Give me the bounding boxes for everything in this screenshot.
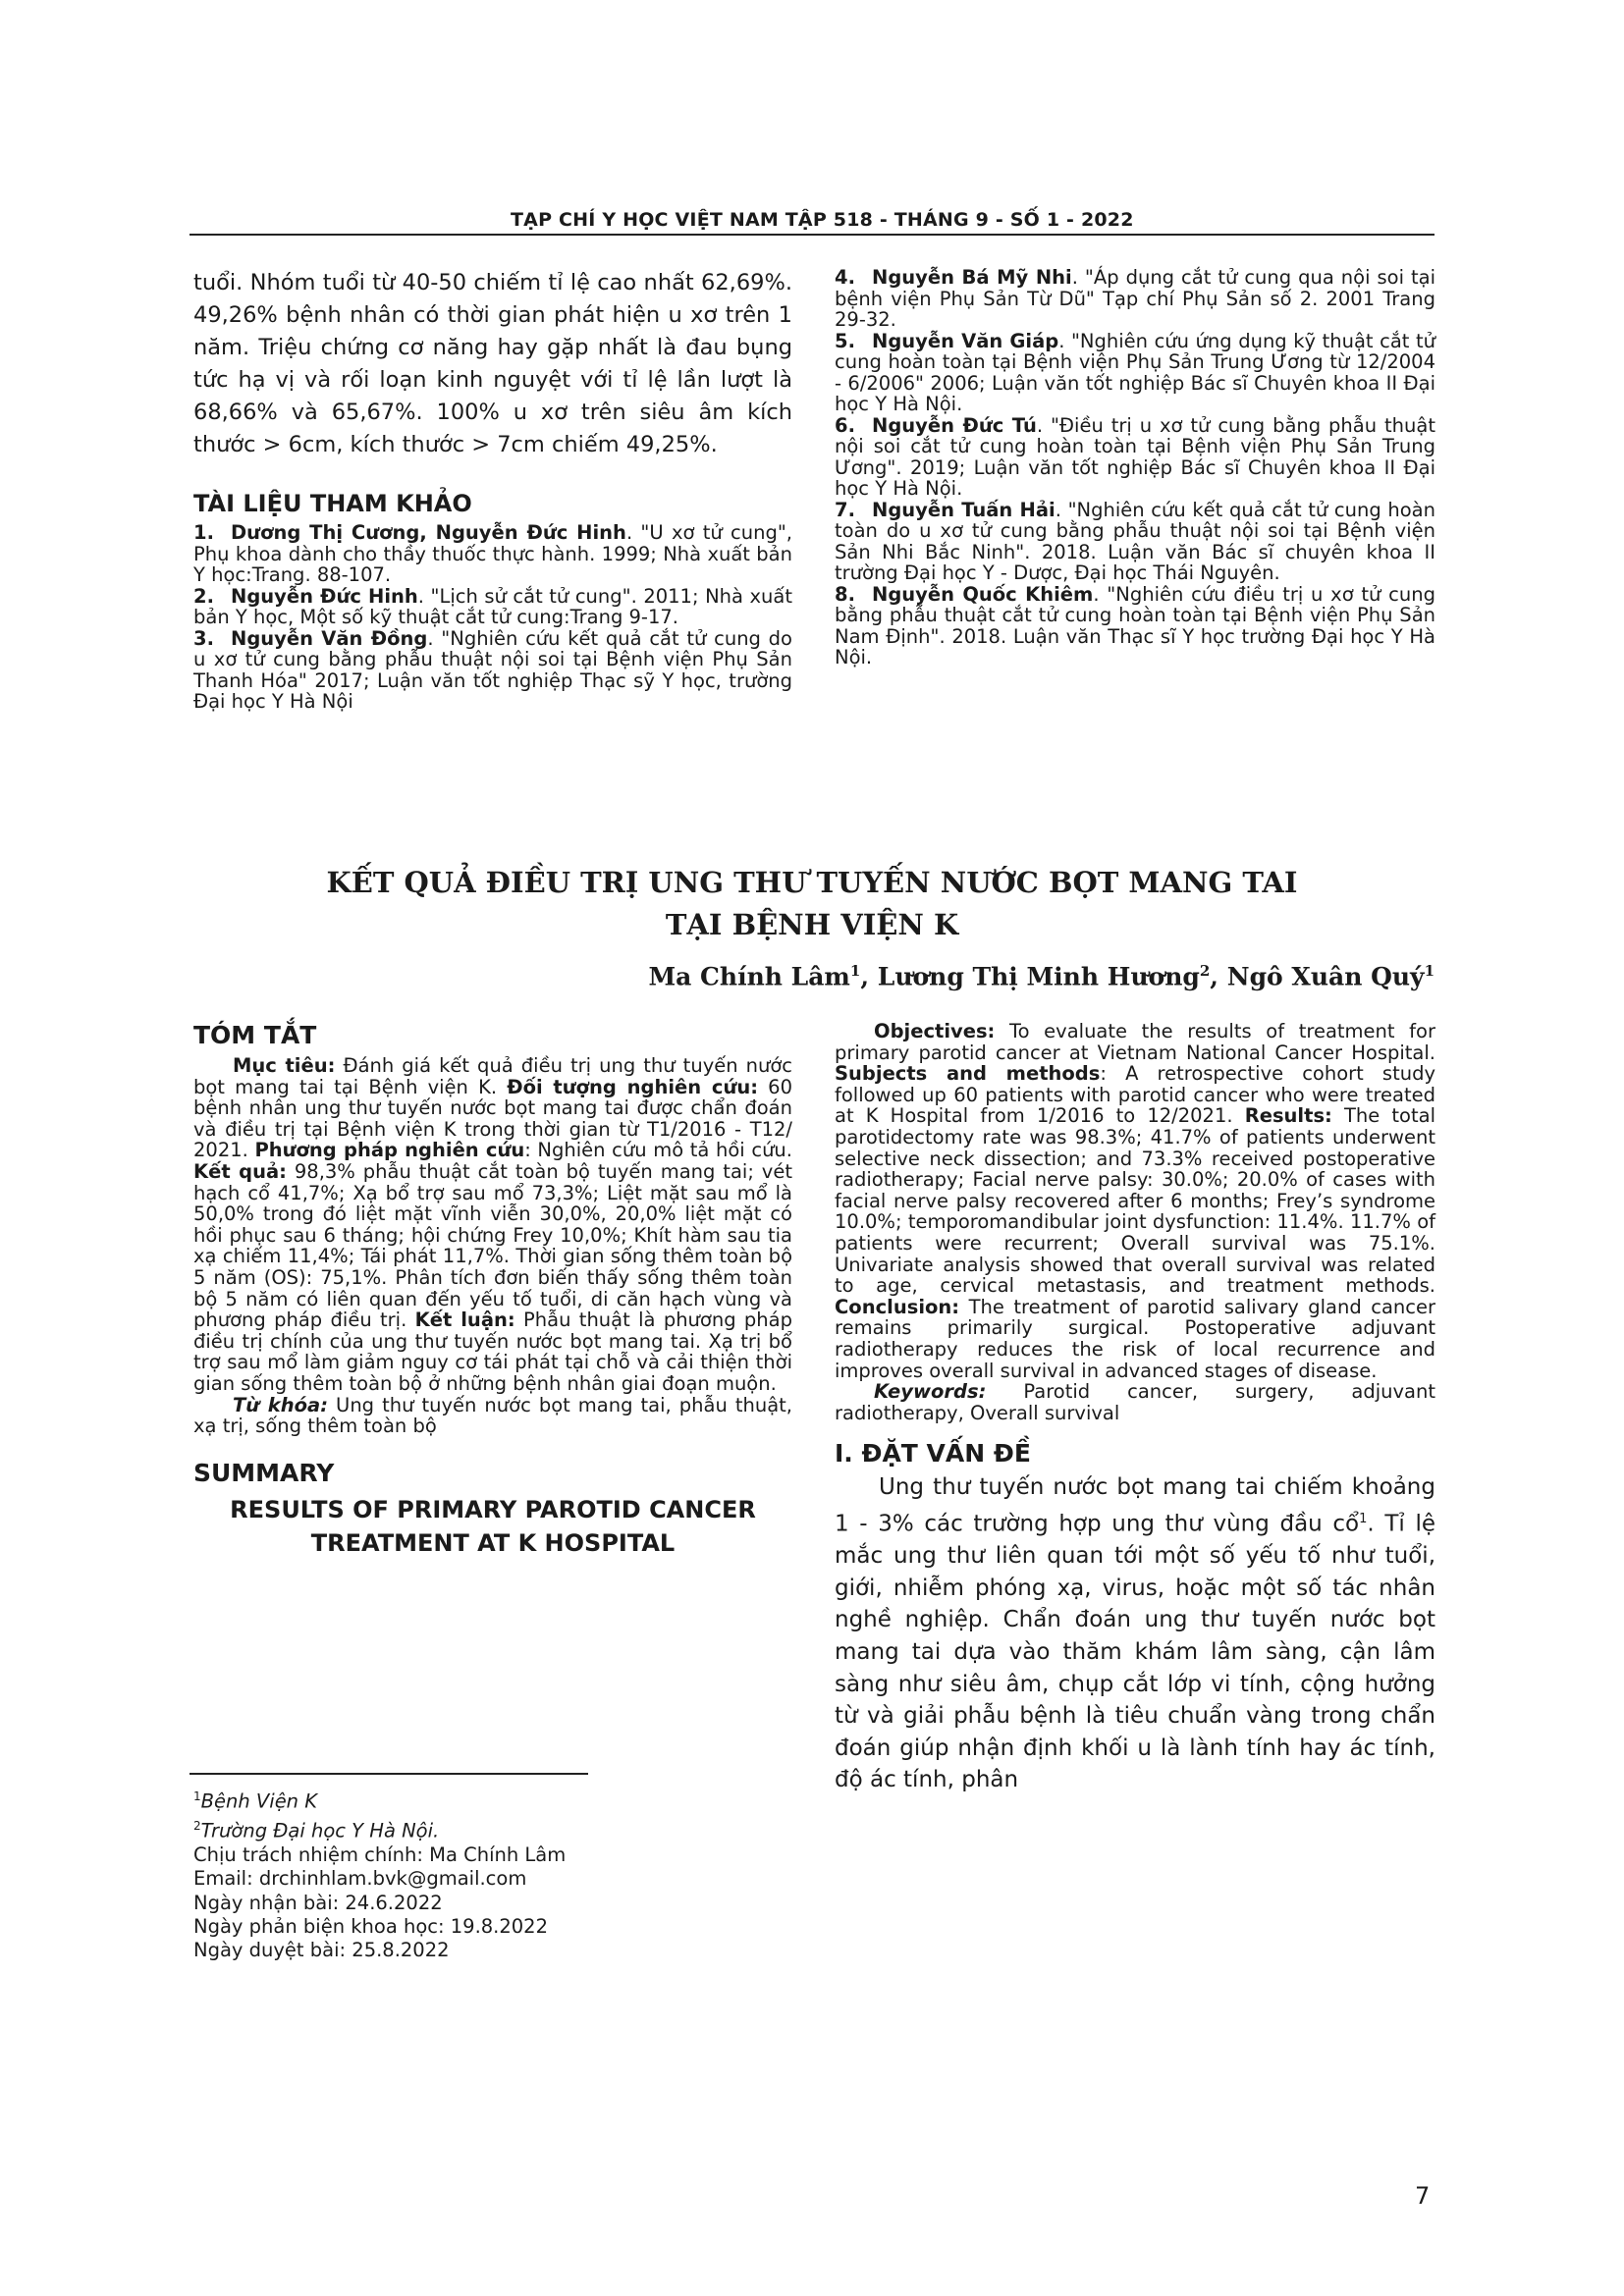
abstract-en-column [835,1021,1435,1796]
reference-item: 4. Nguyễn Bá Mỹ Nhi. "Áp dụng cắt tử cung qua nội soi tại bệnh viện Phụ Sản Từ Dũ" Tạp chí Phụ Sản số 2. 2001 Trang 29-32. [835,266,1435,331]
footnote-corresponding: Chịu trách nhiệm chính: Ma Chính Lâm [193,1842,567,1866]
summary-title: RESULTS OF PRIMARY PAROTID CANCER TREATMENT AT K HOSPITAL [230,1495,756,1557]
reference-item: 6. Nguyễn Đức Tú. "Điều trị u xơ tử cung bằng phẫu thuật nội soi cắt tử cung hoàn toàn tại Bệnh viện Phụ Sản Trung Ương". 2019; Luận văn tốt nghiệp Bác sĩ Chuyên khoa II Đại học Y Hà Nội. [835,413,1435,500]
reference-item: 8. Nguyễn Quốc Khiêm. "Nghiên cứu điều trị u xơ tử cung bằng phẫu thuật cắt tử cung hoàn toàn tại Bệnh viện Phụ Sản Nam Định". 2018. Luận văn Thạc sĩ Y học trường Đại học Y Hà Nội. [835,582,1435,668]
reference-item: 7. Nguyễn Tuấn Hải. "Nghiên cứu kết quả cắt tử cung hoàn toàn do u xơ tử cung bằng phẫu thuật nội soi tại Bệnh viện Sản Nhi Bắc Ninh". 2018. Luận văn Bác sĩ chuyên khoa II trường Đại học Y - Dược, Đại học Thái Nguyên. [835,498,1435,584]
footnote-received: Ngày nhận bài: 24.6.2022 [193,1891,443,1914]
article-title [189,862,1435,946]
article-title-line1: KẾT QUẢ ĐIỀU TRỊ UNG THƯ TUYẾN NƯỚC BỌT MANG TAI [326,866,1298,899]
tomtat-heading: TÓM TẮT [193,1021,317,1049]
top-left-column [193,267,792,713]
abstract-en-body: Objectives: To evaluate the results of treatment for primary parotid cancer at Vietnam National Cancer Hospital. Subjects and methods: A retrospective cohort study followed up 60 patients with parotid cancer who were treated at K Hospital from 1/2016 to 12/2021. Results: The total parotidectomy rate was 98.3%; 41.7% of patients underwent selective neck dissection; and 73.3% received postoperative radiotherapy; Facial nerve palsy: 30.0%; 20.0% of cases with facial nerve palsy recovered after 6 months; Frey’s syndrome 10.0%; temporomandibular joint dysfunction: 11.4%. 11.7% of patients were recurrent; Overall survival was 75.1%. Univariate analysis showed that overall survival was related to age, cervical metastasis, and treatment methods. Conclusion: The treatment of parotid salivary gland cancer remains primarily surgical. Postoperative adjuvant radiotherapy reduces the risk of local recurrence and improves overall survival in advanced stages of disease. [835,1020,1436,1382]
top-right-column [835,267,1435,668]
prev-conclusion-text: tuổi. Nhóm tuổi từ 40-50 chiếm tỉ lệ cao nhất 62,69%. 49,26% bệnh nhân có thời gian phát hiện u xơ trên 1 năm. Triệu chứng cơ năng hay gặp nhất là đau bụng tức hạ vị và rối loạn kinh nguyệt với tỉ lệ lần lượt là 68,66% và 65,67%. 100% u xơ trên siêu âm kích thước > 6cm, kích thước > 7cm chiếm 49,25%. [193,270,792,457]
footnote-reviewed: Ngày phản biện khoa học: 19.8.2022 [193,1915,548,1939]
intro-body [835,1471,1435,1796]
abstract-en [835,1021,1435,1423]
intro-paragraph: Ung thư tuyến nước bọt mang tai chiếm khoảng 1 - 3% các trường hợp ung thư vùng đầu cổ$^1$. Tỉ lệ mắc ung thư liên quan tới một số yếu tố như tuổi, giới, nhiễm phóng xạ, virus, hoặc một số tác nhân nghề nghiệp. Chẩn đoán ung thư tuyến nước bọt mang tai dựa vào thăm khám lâm sàng, cận lâm sàng như siêu âm, chụp cắt lớp vi tính, cộng hưởng từ và giải phẫu bệnh là tiêu chuẩn vàng trong chẩn đoán giúp nhận định khối u là lành tính hay ác tính, độ ác tính, phân [835,1474,1435,1793]
references-heading: TÀI LIỆU THAM KHẢO [193,490,472,517]
reference-item: 5. Nguyễn Văn Giáp. "Nghiên cứu ứng dụng kỹ thuật cắt tử cung hoàn toàn tại Bệnh viện Phụ Sản Trung Ương từ 12/2004 - 6/2006" 2006; Luận văn tốt nghiệp Bác sĩ Chuyên khoa II Đại học Y Hà Nội. [835,329,1435,415]
abstract-en-keywords: Keywords: Parotid cancer, surgery, adjuvant radiotherapy, Overall survival [835,1380,1435,1424]
abstract-vi-column [193,1021,792,1560]
abstract-vi-keywords: Từ khóa: Ung thư tuyến nước bọt mang tai, phẫu thuật, xạ trị, sống thêm toàn bộ [193,1393,792,1438]
footnote-accepted: Ngày duyệt bài: 25.8.2022 [193,1939,450,1962]
reference-item: 2. Nguyễn Đức Hinh. "Lịch sử cắt tử cung". 2011; Nhà xuất bản Y học, Một số kỹ thuật cắt tử cung:Trang 9-17. [193,584,792,628]
header-rule [189,234,1435,236]
summary-heading: SUMMARY [193,1458,335,1487]
journal-header: TẠP CHÍ Y HỌC VIỆT NAM TẬP 518 - THÁNG 9 - SỐ 1 - 2022 [511,209,1134,231]
footnote-affiliation-1: $^1$Bệnh Viện K [193,1789,318,1813]
intro-heading: I. ĐẶT VẤN ĐỀ [835,1439,1031,1468]
footnote-affiliation-2: $^2$Trường Đại học Y Hà Nội. [193,1818,440,1842]
reference-item: 3. Nguyễn Văn Đồng. "Nghiên cứu kết quả cắt tử cung do u xơ tử cung bằng phẫu thuật nội soi tại Bệnh viện Phụ Sản Thanh Hóa" 2017; Luận văn tốt nghiệp Thạc sỹ Y học, trường Đại học Y Hà Nội [193,626,792,713]
article-title-line2: TẠI BỆNH VIỆN K [665,908,959,941]
abstract-vi [193,1055,792,1437]
footnote-email: Email: drchinhlam.bvk@gmail.com [193,1867,527,1891]
article-authors: Ma Chính Lâm$^1$, Lương Thị Minh Hương$^2$, Ngô Xuân Quý$^1$ [648,962,1435,991]
reference-item: 1. Dương Thị Cương, Nguyễn Đức Hinh. "U xơ tử cung", Phụ khoa dành cho thầy thuốc thực hành. 1999; Nhà xuất bản Y học:Trang. 88-107. [193,521,792,586]
abstract-vi-body: Mục tiêu: Đánh giá kết quả điều trị ung thư tuyến nước bọt mang tai tại Bệnh viện K. Đối tượng nghiên cứu: 60 bệnh nhân ung thư tuyến nước bọt mang tai được chẩn đoán và điều trị tại Bệnh viện K trong thời gian từ T1/2016 - T12/ 2021. Phương pháp nghiên cứu: Nghiên cứu mô tả hồi cứu. Kết quả: 98,3% phẫu thuật cắt toàn bộ tuyến mang tai; vét hạch cổ 41,7%; Xạ bổ trợ sau mổ 73,3%; Liệt mặt sau mổ là 50,0% trong đó liệt mặt vĩnh viễn 30,0%, 20,0% liệt mặt có hồi phục sau 6 tháng; hội chứng Frey 10,0%; Khít hàm sau tia xạ chiếm 11,4%; Tái phát 11,7%. Thời gian sống thêm toàn bộ 5 năm (OS): 75,1%. Phân tích đơn biến thấy sống thêm toàn bộ 5 năm có liên quan đến yếu tố tuổi, di căn hạch vùng và phương pháp điều trị. Kết luận: Phẫu thuật là phương pháp điều trị chính của ung thư tuyến nước bọt mang tai. Xạ trị bổ trợ sau mổ làm giảm nguy cơ tái phát tại chỗ và cải thiện thời gian sống thêm toàn bộ ở những bệnh nhân giai đoạn muộn. [193,1054,793,1395]
page-number: 7 [1415,2182,1431,2210]
footnotes [193,1785,783,1963]
footnote-rule [189,1773,588,1775]
